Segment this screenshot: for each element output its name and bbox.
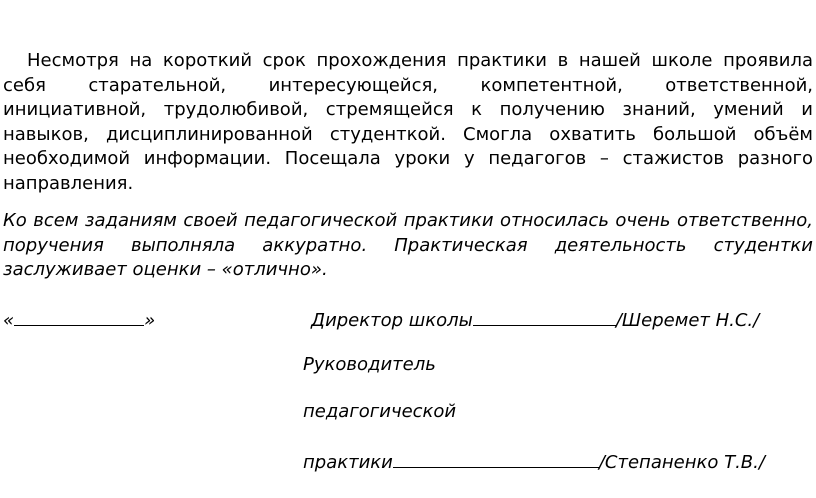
supervisor-label-line-2: педагогической	[303, 401, 457, 422]
director-signature-blank	[473, 307, 616, 326]
date-close-quote: »	[144, 310, 156, 331]
date-field	[3, 307, 155, 333]
director-name: /Шеремет Н.С./	[615, 310, 760, 331]
date-blank-line	[14, 307, 144, 326]
supervisor-label-line-3: практики	[303, 452, 393, 473]
supervisor-signature-line	[303, 449, 765, 475]
director-label: Директор школы	[311, 310, 473, 331]
characteristic-paragraph: Несмотря на короткий срок прохождения практики в нашей школе проявила себя старательной, интересующейся, компетентной, ответственной, инициативной, трудолюбивой, стремящейся к получению знаний, умений и навыков, дисциплинированной студенткой. Смогла охватить большой объём необходимой информации. Посещала уроки у педагогов – стажистов разного направления.	[3, 50, 813, 194]
supervisor-name: /Степаненко Т.В./	[598, 452, 765, 473]
supervisor-label-line-1: Руководитель	[303, 354, 436, 375]
date-open-quote: «	[3, 310, 15, 331]
director-signature-line	[311, 307, 759, 333]
evaluation-paragraph: Ко всем заданиям своей педагогической практики относилась очень ответственно, поручения выполняла аккуратно. Практическая деятельность студентки заслуживает оценки – «отлично».	[3, 210, 813, 280]
supervisor-signature-blank	[393, 449, 599, 468]
